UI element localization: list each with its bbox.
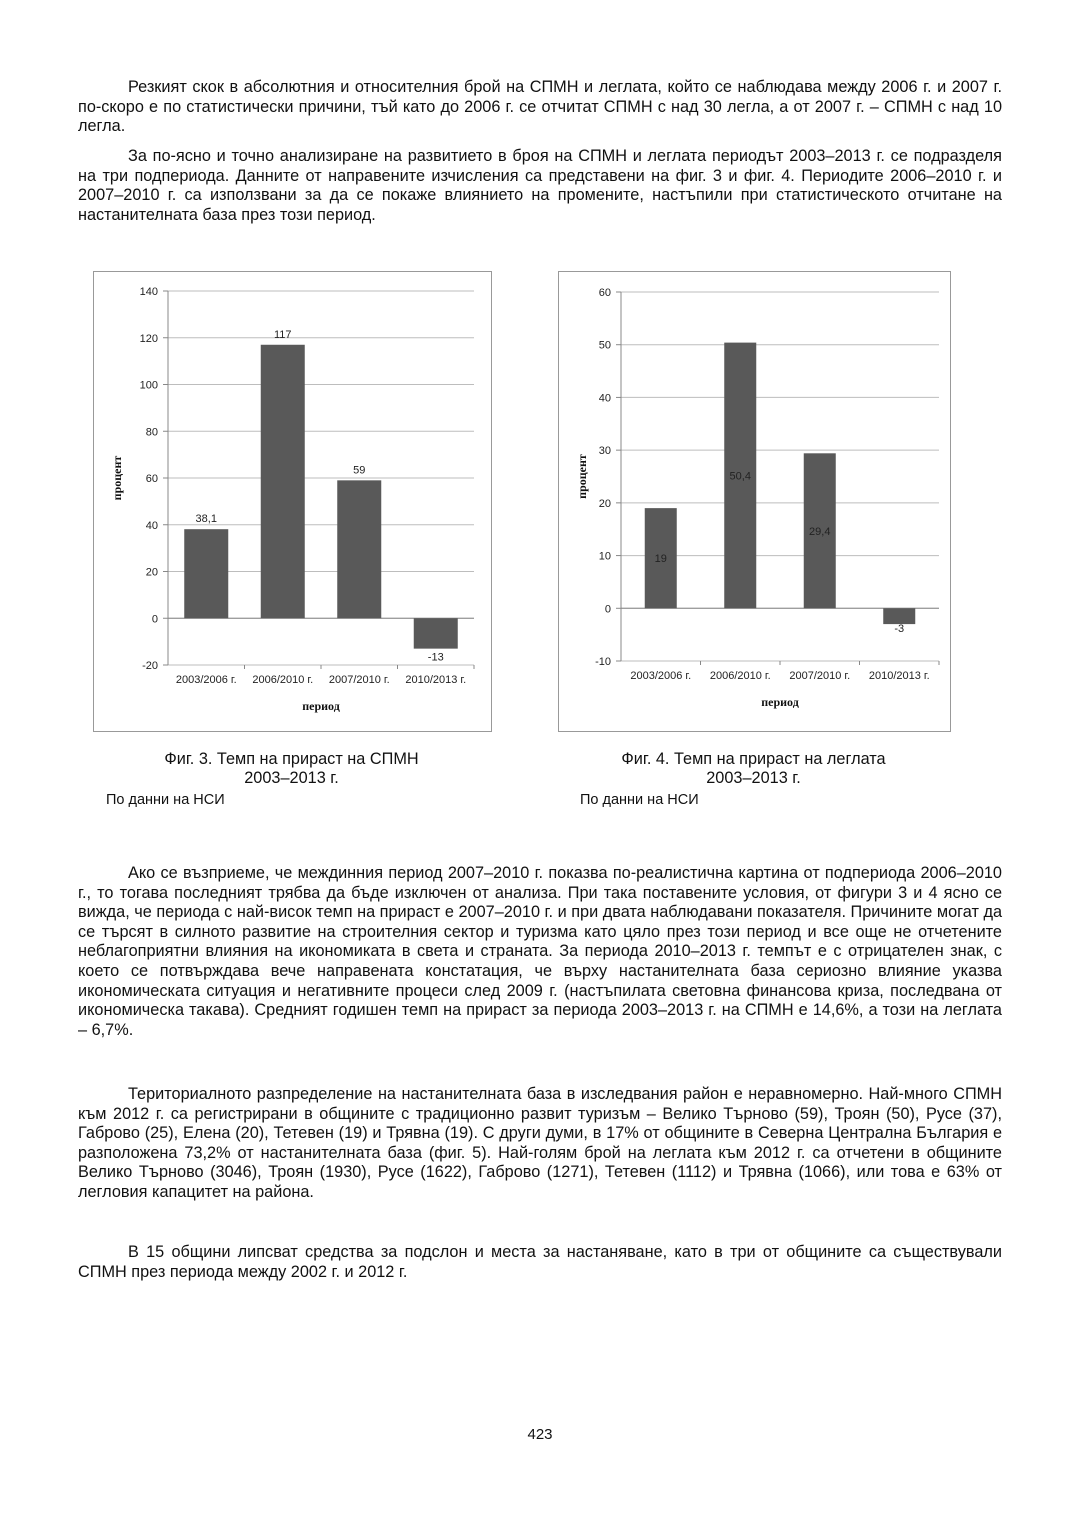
- x-tick-label: 2006/2010 г.: [709, 670, 771, 682]
- y-tick-label: 0: [604, 603, 611, 616]
- bar: [184, 529, 228, 618]
- paragraph-1: Резкият скок в абсолютния и относителния брой на СПМН и леглата, който се наблюдава между 2006 г. и 2007 г. по-скоро е по статистически причини, тъй като до 2006 г. се отчитат СПМН с над 30 легла, а от 2007 г. – СПМН с над 10 легла.: [78, 78, 1002, 136]
- y-tick-label: 60: [145, 473, 158, 485]
- y-tick-label: 30: [598, 445, 611, 458]
- y-tick-label: 10: [598, 550, 611, 563]
- page-number: 423: [527, 1426, 553, 1443]
- y-tick-label: 100: [139, 379, 158, 392]
- figure-3-caption-line1: Фиг. 3. Темп на прираст на СПМН: [164, 750, 419, 768]
- figure-4-chart: [558, 271, 951, 732]
- y-tick-label: -10: [595, 656, 611, 668]
- y-tick-label: 120: [139, 332, 158, 345]
- x-axis-title: период: [761, 695, 799, 709]
- x-tick-label: 2007/2010 г.: [328, 674, 390, 686]
- y-axis-title: процент: [110, 455, 124, 501]
- paragraph-4: Териториалното разпределение на настанителната база в изследвания район е неравномерно. Най-много СПМН към 2012 г. са регистрирани в общините с традиционно развит туризъм – Велико Търново (59), Троян (50), Русе (37), Габрово (25), Елена (20), Тетевен (19) и Трявна (19). С други думи, в 17% от общините в Северна Централна България е разположена 73,2% от настанителната база (фиг. 5). Най-голям брой на леглата към 2012 г. са отчетени в общините Велико Търново (3046), Троян (1930), Русе (1622), Габрово (1271), Тетевен (1112) и Трявна (1066), или това е 63% от легловия капацитет на района.: [78, 1085, 1002, 1201]
- y-tick-label: 80: [145, 426, 158, 439]
- figure-3-svg: [94, 272, 491, 731]
- y-axis-title: процент: [575, 454, 589, 499]
- y-tick-label: 140: [139, 286, 158, 298]
- data-label: 38,1: [195, 513, 217, 526]
- data-label: 59: [353, 464, 366, 477]
- x-tick-label: 2003/2006 г.: [175, 674, 237, 686]
- bar: [414, 618, 458, 648]
- figure-3-caption: [93, 750, 490, 788]
- figure-4-svg: [559, 272, 950, 731]
- paragraph-5: В 15 общини липсват средства за подслон и места за настаняване, като в три от общините са съществували СПМН през периода между 2002 г. и 2012 г.: [78, 1243, 1002, 1281]
- x-tick-label: 2003/2006 г.: [630, 670, 692, 682]
- data-label: 117: [273, 328, 292, 341]
- paragraph-2: За по-ясно и точно анализиране на развитието в броя на СПМН и леглата периодът 2003–2013 г. се подразделя на три подпериода. Данните от направените изчисления са представени на фиг. 3 и фиг. 4. Периодите 2006–2010 г. и 2007–2010 г. са използвани за да се покаже влиянието на промените, настъпили при статистическото отчитане на настанителната база през този период.: [78, 147, 1002, 224]
- data-label: 19: [654, 553, 667, 566]
- figure-3-chart: [93, 271, 492, 732]
- bar: [261, 345, 305, 618]
- bar: [883, 608, 915, 624]
- figure-4-caption: [558, 750, 949, 788]
- data-label: 29,4: [809, 525, 831, 538]
- x-tick-label: 2006/2010 г.: [252, 674, 314, 686]
- data-label: -3: [894, 623, 905, 636]
- y-tick-label: 50: [598, 339, 611, 352]
- data-label: -13: [427, 651, 444, 664]
- figure-4-caption-line1: Фиг. 4. Темп на прираст на леглата: [621, 750, 886, 768]
- figure-4-caption-line2: 2003–2013 г.: [706, 769, 801, 787]
- y-tick-label: -20: [142, 660, 158, 672]
- x-axis-title: период: [302, 699, 340, 713]
- x-tick-label: 2007/2010 г.: [789, 670, 851, 682]
- y-tick-label: 40: [145, 519, 158, 532]
- figure-3-source: По данни на НСИ: [106, 792, 225, 808]
- data-label: 50,4: [729, 470, 751, 483]
- y-tick-label: 20: [145, 566, 158, 579]
- x-tick-label: 2010/2013 г.: [868, 670, 930, 682]
- paragraph-3: Ако се възприеме, че междинния период 2007–2010 г. показва по-реалистична картина от подпериода 2006–2010 г., то тогава последният трябва да бъде изключен от анализа. При така поставените условия, от фигури 3 и 4 ясно се вижда, че периода с най-висок темп на прираст е 2007–2010 г. и при двата наблюдавани показателя. Причините могат да се търсят в силното развитие на строителния сектор и туризма като цяло през този период и все още не отчетените неблагоприятни влияния на икономиката в света и страната. За периода 2010–2013 г. темпът е с отрицателен знак, с което се потвърждава вече направената констатация, че върху настанителната база сериозно влияние указва икономическата ситуация и негативните процеси след 2009 г. (настъпилата световна финансова криза, последвана от икономическа такава). Средният годишен темп на прираст за периода 2003–2013 г. на СПМН е 14,6%, а този на леглата – 6,7%.: [78, 864, 1002, 1039]
- figure-4-source: По данни на НСИ: [580, 792, 699, 808]
- y-tick-label: 60: [598, 287, 611, 299]
- figure-3-caption-line2: 2003–2013 г.: [244, 769, 339, 787]
- y-tick-label: 0: [151, 613, 158, 626]
- y-tick-label: 40: [598, 392, 611, 405]
- y-tick-label: 20: [598, 497, 611, 510]
- bar: [337, 480, 381, 618]
- x-tick-label: 2010/2013 г.: [405, 674, 467, 686]
